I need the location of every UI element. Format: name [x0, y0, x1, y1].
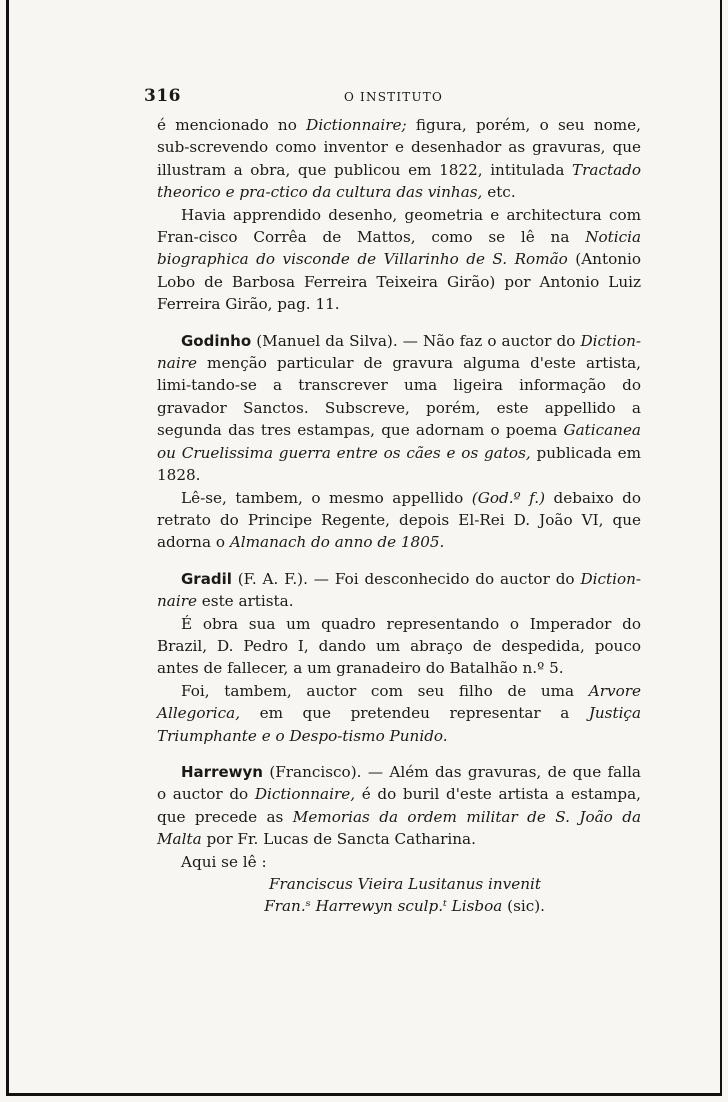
intro-paragraph-2: [157, 204, 641, 316]
harrewyn-paragraph-1: [157, 761, 641, 851]
page-header: [144, 86, 638, 110]
text-run: Havia apprendido desenho, geometria e architectura com Fran-cisco Corrêa de Mattos, como se lê na: [157, 205, 641, 247]
text-run: Lê-se, tambem, o mesmo appellido: [181, 488, 472, 507]
italic-signature: (God.º f.): [471, 488, 546, 507]
text-run: figura, porém, o seu nome, sub-screvendo como inventor e desenhador as gravuras, que illustram a obra, que publicou em 1822, intitulada: [157, 116, 641, 179]
godinho-paragraph-1: [157, 330, 641, 487]
page-number: 316: [144, 86, 181, 106]
text-run: em que pretendeu representar a: [240, 704, 589, 723]
godinho-paragraph-2: [157, 487, 641, 554]
italic-title: Almanach do anno de 1805.: [229, 533, 445, 552]
text-run: (Antonio Lobo de Barbosa Ferreira Teixeira Girão) por Antonio Luiz Ferreira Girão, pag. 11.: [157, 250, 641, 314]
italic-title: Dictionnaire;: [306, 116, 407, 134]
running-title: O INSTITUTO: [344, 90, 444, 104]
inscription-line-1: Franciscus Vieira Lusitanus invenit: [268, 875, 541, 893]
italic-title: Justiça Triumphante e o Despo-tismo Punido.: [157, 704, 641, 745]
italic-title: Diction-naire: [157, 569, 641, 611]
entry-gradil: [157, 568, 641, 747]
text-run: é mencionado no: [157, 116, 307, 134]
text-run: (Manuel da Silva). — Não faz o auctor do: [251, 331, 581, 350]
text-run: (Francisco). — Além das gravuras, de que falla o auctor do: [157, 762, 641, 804]
text-run: debaixo do retrato do Principe Regente, depois El-Rei D. João VI, que adorna o: [157, 488, 642, 552]
italic-title: Dictionnaire,: [254, 785, 356, 804]
italic-title: Memorias da ordem militar de S. João da Malta: [157, 807, 642, 849]
italic-title: Tractado theorico e pra-ctico da cultura das vinhas,: [157, 160, 641, 202]
text-run: publicada em 1828.: [157, 443, 641, 485]
text-run: este artista.: [196, 592, 294, 611]
text-run: etc.: [482, 183, 516, 202]
italic-title: Noticia biographica do visconde de Villarinho de S. Romão: [157, 228, 641, 269]
inscription-line-2: [157, 895, 545, 917]
text-run: (sic).: [502, 897, 545, 916]
page-body: [157, 114, 641, 918]
text-run: (F. A. F.). — Foi desconhecido do auctor do: [231, 569, 581, 588]
italic-title: Gaticanea ou Cruelissima guerra entre os cães e os gatos,: [157, 421, 641, 462]
italic-title: Diction-naire: [157, 331, 641, 373]
entry-heading: Harrewyn: [181, 762, 263, 781]
text-run: é do buril d'este artista a estampa, que precede as: [157, 785, 641, 826]
gradil-paragraph-1: [157, 568, 641, 613]
italic-title: Arvore Allegorica,: [157, 681, 641, 723]
gradil-paragraph-3: [157, 680, 641, 747]
gradil-paragraph-2: É obra sua um quadro representando o Imperador do Brazil, D. Pedro I, dando um abraço de despedida, pouco antes de fallecer, a um granadeiro do Batalhão n.º 5.: [157, 614, 641, 678]
text-run: Foi, tambem, auctor com seu filho de uma: [181, 681, 589, 700]
text-run: por Fr. Lucas de Sancta Catharina.: [201, 830, 476, 849]
italic-inscription: Fran.ˢ Harrewyn sculp.ᵗ Lisboa: [264, 897, 503, 916]
entry-harrewyn: [157, 761, 641, 918]
entry-heading: Godinho: [181, 331, 252, 350]
intro-paragraph-1: [157, 114, 641, 204]
entry-heading: Gradil: [181, 569, 232, 588]
harrewyn-paragraph-2: Aqui se lê :: [181, 852, 267, 871]
entry-godinho: [157, 330, 641, 554]
text-run: menção particular de gravura alguma d'este artista, limi-tando-se a transcrever uma ligeira informação do gravador Sanctos. Subscreve, porém, este appellido a segunda das tres estampas, que adornam o poema: [157, 354, 641, 440]
